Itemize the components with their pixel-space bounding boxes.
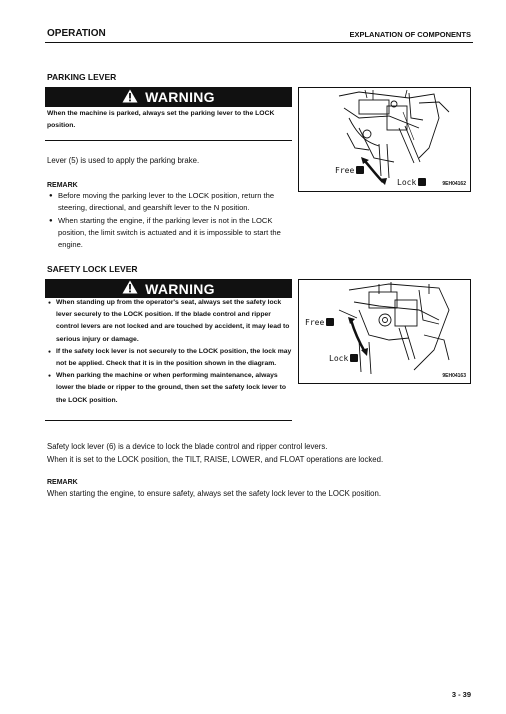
safety-body-text <box>47 440 477 466</box>
lock-icon <box>418 178 426 186</box>
lock-text: Lock <box>397 178 417 187</box>
safety-figure-code: 9EH04163 <box>442 373 466 379</box>
parking-lever-figure <box>298 87 471 192</box>
parking-warning-text <box>47 108 292 132</box>
header-section-title: OPERATION <box>47 28 106 39</box>
parking-lock-label <box>397 178 426 187</box>
list-item: ● When standing up from the operator's seat, always set the safety lock lever securely to the LOCK position. If the blade control and ripper control levers are not locked and are touched by accident, it may lead to serious injury or damage. <box>47 297 293 346</box>
safety-warning-rule <box>45 420 292 421</box>
free-text: Free <box>305 318 325 327</box>
safety-warning-banner <box>45 279 292 298</box>
header-rule <box>45 42 473 43</box>
safety-warning-list <box>47 297 293 407</box>
parking-figure-code: 9EH04162 <box>442 181 466 187</box>
safety-lock-label <box>329 354 358 363</box>
parking-warning-line: When the machine is parked, always set the parking lever to the LOCK <box>47 110 275 117</box>
safety-lock-lever-title: SAFETY LOCK LEVER <box>47 264 138 274</box>
parking-body-text: Lever (5) is used to apply the parking brake. <box>47 156 200 165</box>
unlock-icon <box>356 166 364 174</box>
warning-triangle-icon <box>122 89 138 106</box>
parking-free-label <box>335 166 364 175</box>
safety-lever-illustration <box>299 280 470 383</box>
safety-body-line: Safety lock lever (6) is a device to lock the blade control and ripper control levers. <box>47 442 328 451</box>
parking-warning-rule <box>45 140 292 141</box>
parking-remark-label: REMARK <box>47 182 78 189</box>
free-text: Free <box>335 166 355 175</box>
parking-remark-list <box>47 190 295 251</box>
header-chapter-title: EXPLANATION OF COMPONENTS <box>349 30 471 39</box>
list-item: ● If the safety lock lever is not securely to the LOCK position, the lock may not be applied. Check that it is in the position shown in the diagram. <box>47 346 293 370</box>
parking-lever-illustration <box>299 88 470 191</box>
list-item: ● Before moving the parking lever to the LOCK position, return the steering, directional, and gearshift lever to the N position. <box>47 190 295 215</box>
page-number: 3 - 39 <box>451 690 471 699</box>
lock-text: Lock <box>329 354 349 363</box>
list-item: ● When starting the engine, if the parking lever is not in the LOCK position, the limit switch is actuated and it is impossible to start the engine. <box>47 215 295 252</box>
safety-remark-text: When starting the engine, to ensure safety, always set the safety lock lever to the LOCK position. <box>47 489 381 498</box>
warning-triangle-icon <box>122 280 138 297</box>
parking-warning-line: position. <box>47 122 76 129</box>
warning-label: WARNING <box>145 89 215 105</box>
parking-warning-banner <box>45 87 292 107</box>
list-item: ● When parking the machine or when performing maintenance, always lower the blade or ripper to the ground, then set the safety lock lever to the LOCK position. <box>47 370 293 407</box>
safety-remark-label: REMARK <box>47 479 78 486</box>
unlock-icon <box>326 318 334 326</box>
safety-lever-figure <box>298 279 471 384</box>
lock-icon <box>350 354 358 362</box>
warning-label: WARNING <box>145 280 215 297</box>
parking-lever-title: PARKING LEVER <box>47 72 117 82</box>
safety-free-label <box>305 318 334 327</box>
safety-body-line: When it is set to the LOCK position, the TILT, RAISE, LOWER, and FLOAT operations are locked. <box>47 455 384 464</box>
